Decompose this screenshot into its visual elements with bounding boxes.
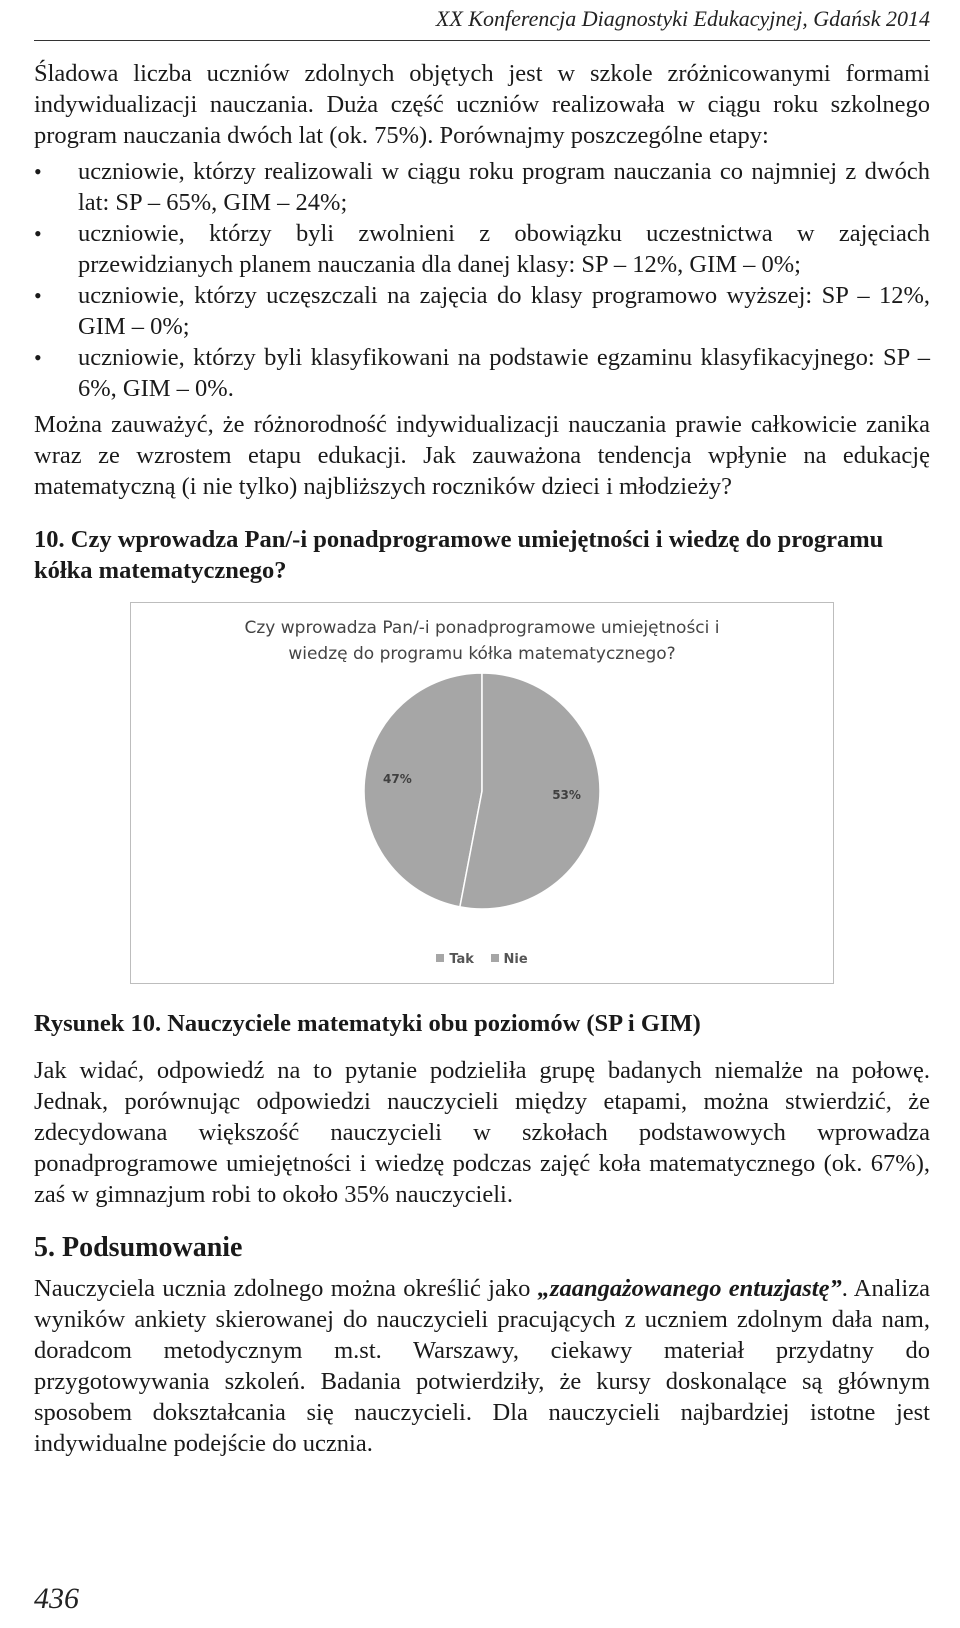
summary-part-2: . Analiza wyników ankiety skierowanej do nauczycieli pracujących z uczniem zdolnym dała nam, doradcom metodycznym m.st. Warszawy, ciekawy materiał przydatny do przygotowywania szkoleń. Badania potwierdziły, że kursy doskonalące są głównym sposobem dokształcania się nauczycieli. Dla nauczycieli najbardziej istotne jest indywidualne podejście do ucznia.: [34, 1275, 930, 1457]
pie-slice-tak: [364, 673, 482, 907]
legend-item-tak: [436, 944, 474, 975]
bullet-list: [34, 156, 930, 404]
section-title: 5. Podsumowanie: [34, 1232, 243, 1263]
intro-paragraph: Śladowa liczba uczniów zdolnych objętych jest w szkole zróżnicowanymi formami indywidualizacji nauczania. Duża część uczniów realizowała w ciągu roku szkolnego program nauczania dwóch lat (ok. 75%). Porównajmy poszczególne etapy:: [34, 60, 930, 149]
legend-label: Nie: [503, 952, 528, 967]
pie-chart: [131, 603, 833, 983]
pie-chart-figure: [130, 602, 834, 984]
figure-caption: Rysunek 10. Nauczyciele matematyki obu poziomów (SP i GIM): [34, 1010, 701, 1037]
running-header: XX Konferencja Diagnostyki Edukacyjnej, Gdańsk 2014: [435, 6, 930, 31]
pie-slice-label: 47%: [383, 772, 412, 787]
chart-title-line-1: Czy wprowadza Pan/-i ponadprogramowe umiejętności i: [244, 618, 720, 638]
pie-slice-label: 53%: [552, 787, 581, 802]
page-content: [34, 58, 930, 1459]
legend-swatch: [436, 954, 444, 962]
paragraph-3: Jak widać, odpowiedź na to pytanie podzieliła grupę badanych niemalże na połowę. Jednak, porównując odpowiedzi nauczycieli między etapami, można stwierdzić, że zdecydowana większość nauczycieli w szkołach podstawowych wprowadza ponadprogramowe umiejętności i wiedzę podczas zajęć koła matematycznego (ok. 67%), zaś w gimnazjum robi to około 35% nauczycieli.: [34, 1057, 930, 1208]
list-item: • uczniowie, którzy realizowali w ciągu roku program nauczania co najmniej z dwóch lat: SP – 65%, GIM – 24%;: [34, 156, 930, 218]
summary-part-1: Nauczyciela ucznia zdolnego można określić jako: [34, 1275, 538, 1302]
list-item: • uczniowie, którzy uczęszczali na zajęcia do klasy programowo wyższej: SP – 12%, GIM – 0%;: [34, 280, 930, 342]
legend-item-nie: [491, 944, 528, 975]
page-number: 436: [34, 1582, 79, 1615]
summary-emphasis: „zaangażowanego entuzjastę”: [537, 1275, 842, 1302]
paragraph-2: Można zauważyć, że różnorodność indywidualizacji nauczania prawie całkowicie zanika wraz ze wzrostem etapu edukacji. Jak zauważona tendencja wpłynie na edukację matematyczną (i nie tylko) najbliższych roczników dzieci i młodzieży?: [34, 411, 930, 500]
chart-legend: [131, 944, 833, 975]
list-item: • uczniowie, którzy byli klasyfikowani na podstawie egzaminu klasyfikacyjnego: SP – 6%, GIM – 0%.: [34, 342, 930, 404]
list-item: • uczniowie, którzy byli zwolnieni z obowiązku uczestnictwa w zajęciach przewidzianych planem nauczania dla danej klasy: SP – 12%, GIM – 0%;: [34, 218, 930, 280]
legend-swatch: [491, 954, 499, 962]
header-rule: [34, 40, 930, 41]
summary-paragraph: [34, 1273, 930, 1459]
chart-title-line-2: wiedzę do programu kółka matematycznego?: [288, 644, 676, 664]
question-heading: 10. Czy wprowadza Pan/-i ponadprogramowe umiejętności i wiedzę do programu kółka matematycznego?: [34, 526, 884, 584]
legend-label: Tak: [449, 952, 474, 967]
